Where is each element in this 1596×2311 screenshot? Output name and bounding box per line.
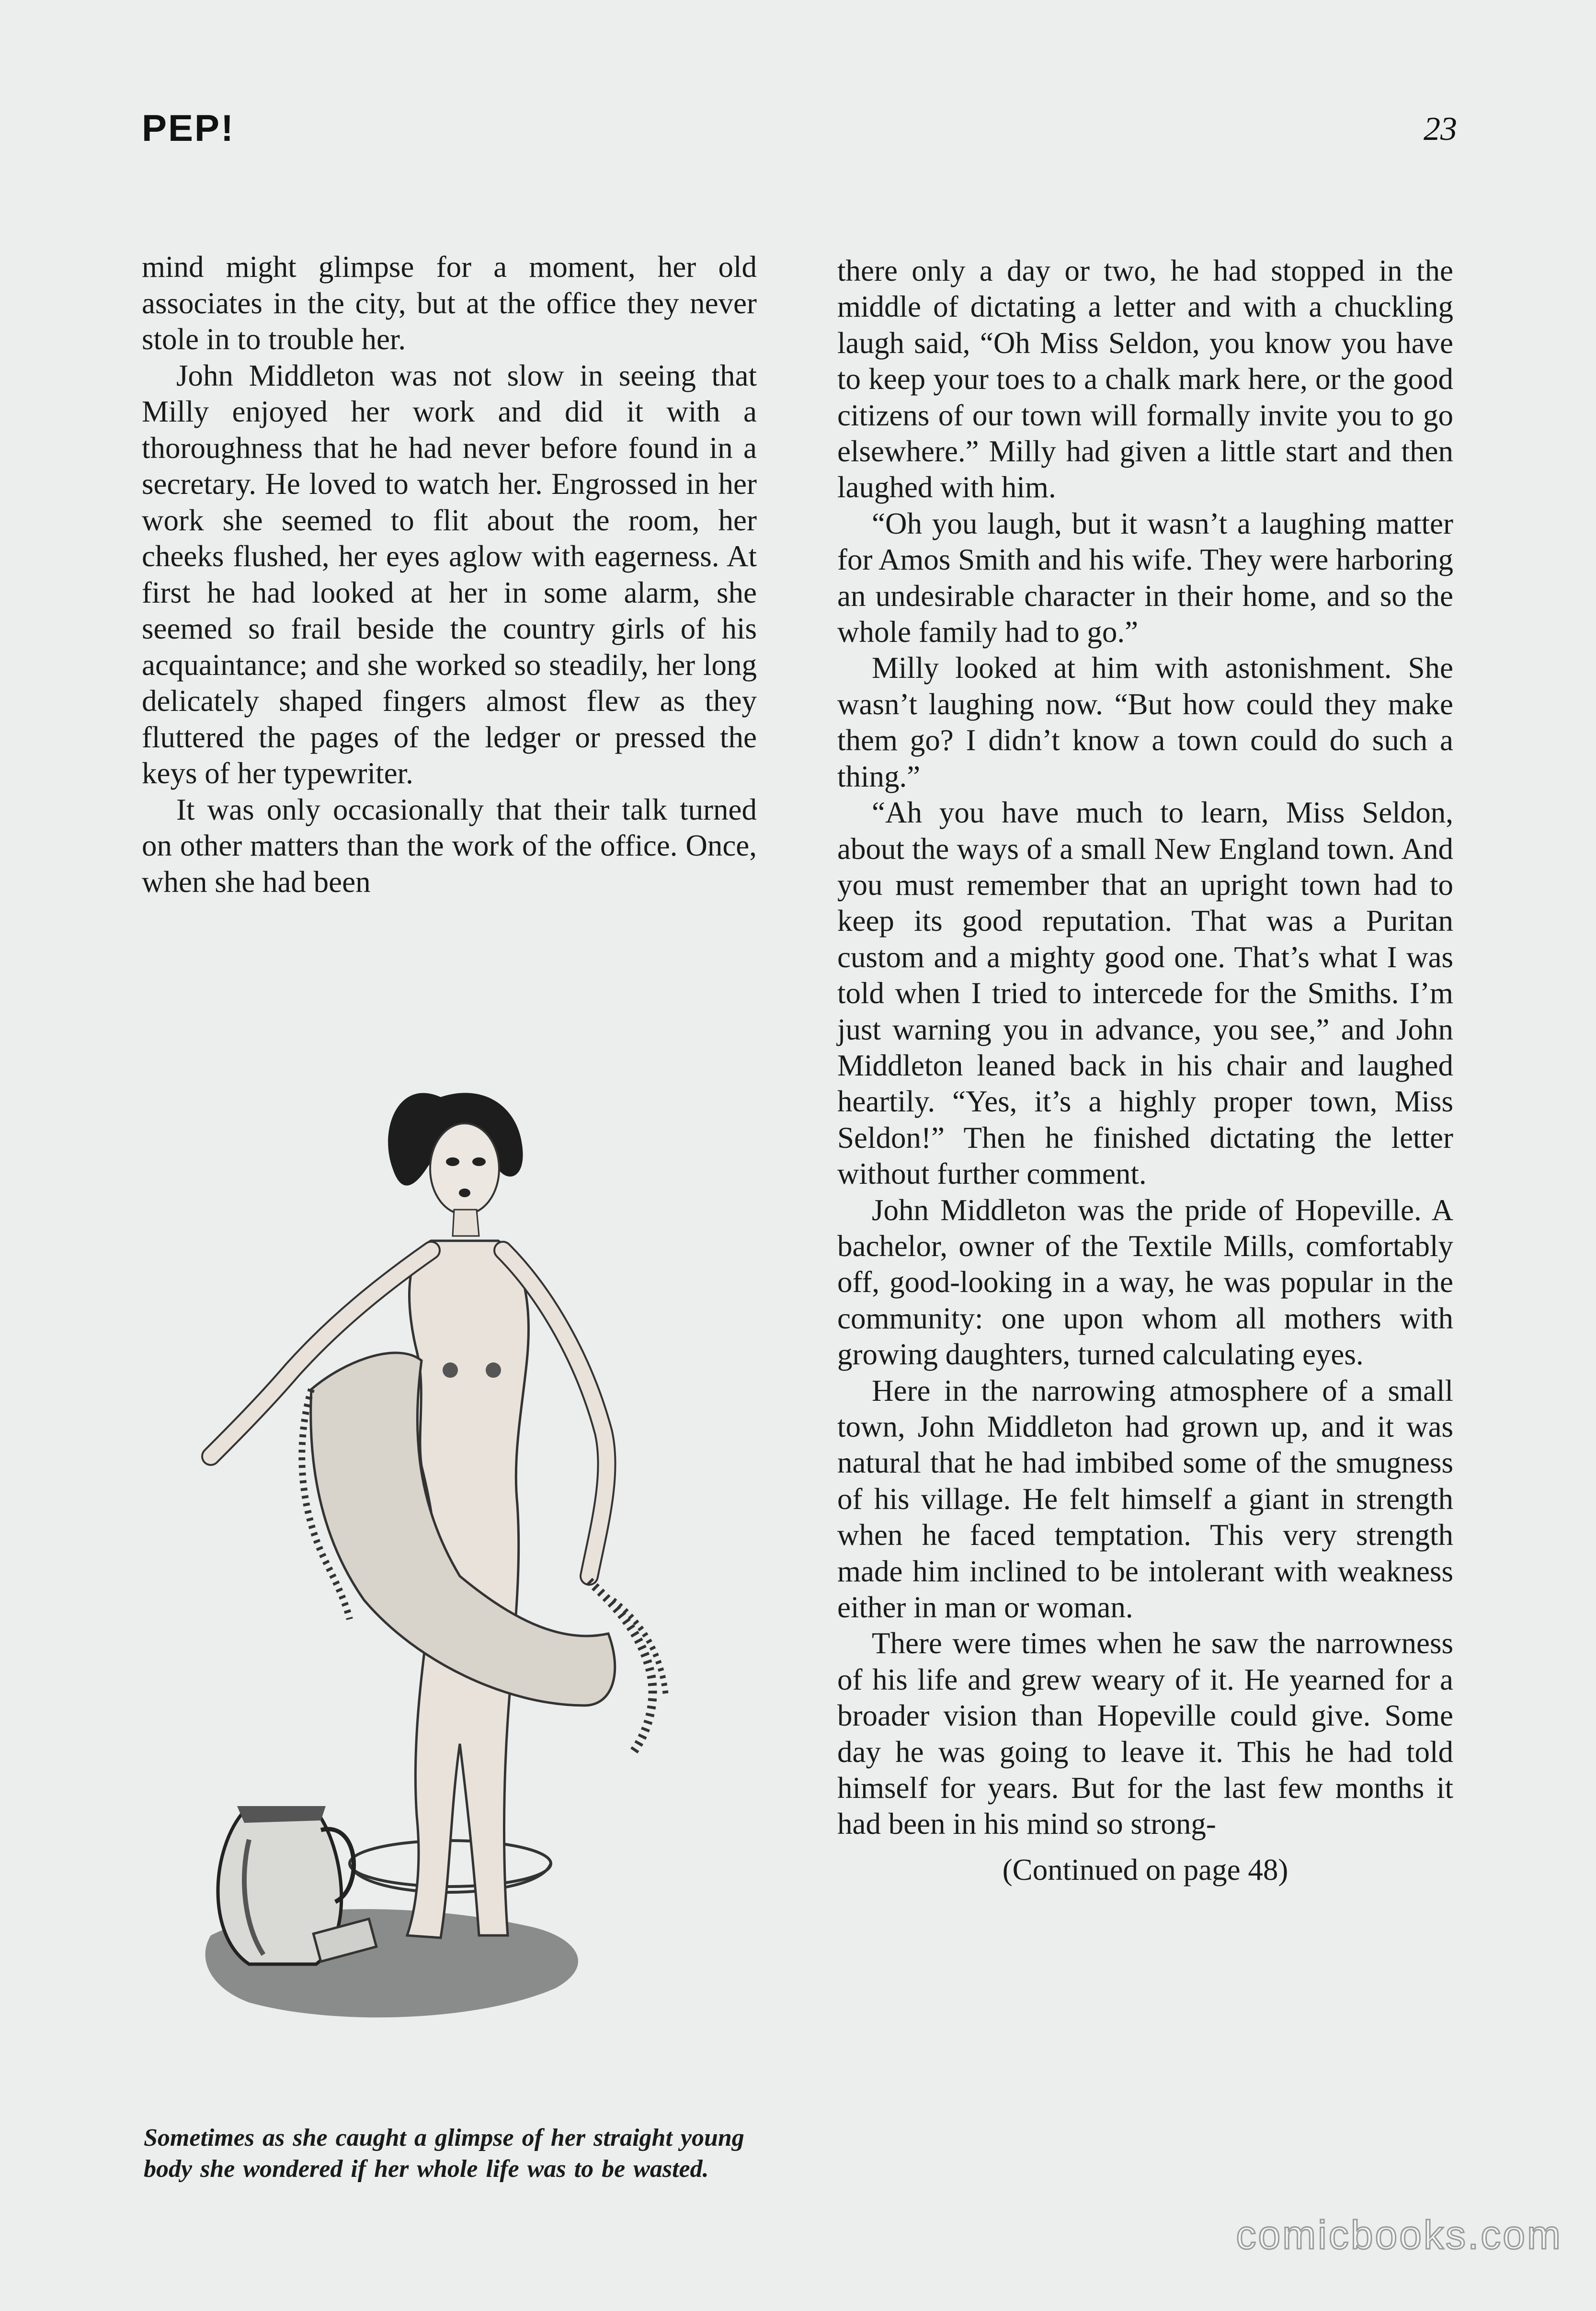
right-column [837,253,1453,1888]
illustration-woman-with-shawl [192,1025,742,2050]
left-column [142,249,757,900]
paragraph: John Middleton was not slow in seeing that Milly enjoyed her work and did it with a thoroughness that he had never before found in a secretary. He loved to watch her. Engrossed in her work she seemed to flit about the room, her cheeks flushed, her eyes aglow with eagerness. At first he had looked at her in some alarm, she seemed so frail beside the country girls of his acquaintance; and she worked so steadily, her long delicately shaped fingers almost flew as they fluttered the pages of the ledger or pressed the keys of her typewriter. [142,358,757,790]
paragraph: “Oh you laugh, but it wasn’t a laughing matter for Amos Smith and his wife. They were harboring an undesirable character in their home, and so the whole family had to go.” [837,506,1453,649]
paragraph: “Ah you have much to learn, Miss Seldon, about the ways of a small New England town. And you must remember that an upright town had to keep its good reputation. That was a Puritan custom and a mighty good one. That’s what I was told when I tried to intercede for the Smiths. I’m just warning you in advance, you see,” and John Middleton leaned back in his chair and laughed heartily. “Yes, it’s a highly proper town, Miss Seldon!” Then he finished dictating the letter without further comment. [837,796,1453,1191]
page-number: 23 [1424,111,1457,148]
continued-notice: (Continued on page 48) [1002,1853,1288,1887]
paragraph: there only a day or two, he had stopped in the middle of dictating a letter and with a chuckling laugh said, “Oh Miss Seldon, you know you have to keep your toes to a chalk mark here, or the good citizens of our town will formally invite you to go elsewhere.” Milly had given a little start and then laughed with him. [837,254,1453,504]
paragraph: It was only occasionally that their talk turned on other matters than the work of the office. Once, when she had been [142,792,757,899]
paragraph: There were times when he saw the narrowness of his life and grew weary of it. He yearned for a broader vision than Hopeville could give. Some day he was going to leave it. This he had told himself for years. But for the last few months it had been in his mind so strong- [837,1626,1453,1841]
paragraph: John Middleton was the pride of Hopeville. A bachelor, owner of the Textile Mills, comfortably off, good-looking in a way, he was popular in the community: one upon whom all mothers with growing daughters, turned calculating eyes. [837,1193,1453,1372]
watermark: comicbooks.com [1236,2212,1562,2257]
paragraph: Here in the narrowing atmosphere of a small town, John Middleton had grown up, and it was natural that he had imbibed some of the smugness of his village. He felt himself a giant in strength when he faced temptation. This very strength made him inclined to be intolerant with weakness either in man or woman. [837,1373,1453,1625]
paragraph: mind might glimpse for a moment, her old associates in the city, but at the office they never stole in to trouble her. [142,250,757,356]
masthead: PEP! [142,107,235,149]
illustration-caption: Sometimes as she caught a glimpse of her straight young body she wondered if her whole life was to be wasted. [144,2124,744,2183]
paragraph: Milly looked at him with astonishment. She wasn’t laughing now. “But how could they make them go? I didn’t know a town could do such a thing.” [837,651,1453,793]
